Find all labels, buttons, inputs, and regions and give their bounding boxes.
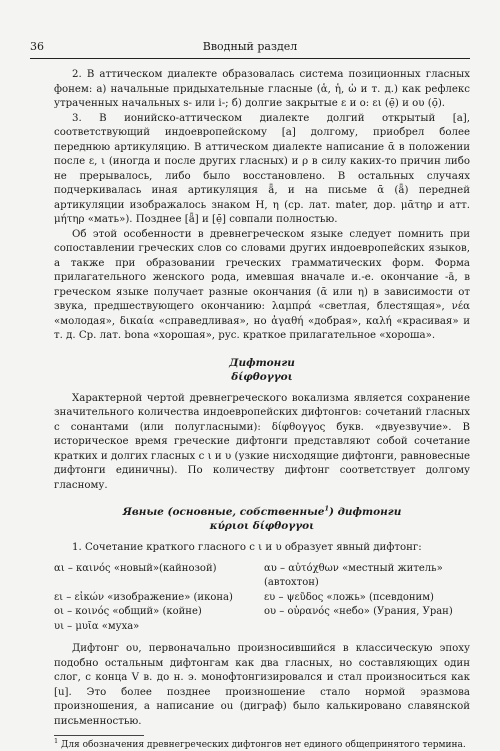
running-header <box>30 40 470 59</box>
diphthong-example: ει – εἰκών «изображение» (икона) <box>54 591 233 603</box>
section-title: Дифтонги <box>229 356 295 369</box>
diphthong-example-empty <box>264 620 470 635</box>
section-title-proper: Явные (основные, собственные$^1$) дифтонги <box>122 504 402 518</box>
page-number: 36 <box>30 40 44 53</box>
diphthong-example: αι – καινός «новый»(кайнозой) <box>54 562 217 574</box>
diphthong-example: ευ – ψεῦδος «ложь» (псевдоним) <box>264 591 434 603</box>
section-subtitle-greek: δίφθογγοι <box>231 370 293 383</box>
page-body <box>54 68 470 751</box>
footnote <box>54 739 470 751</box>
section-heading-diphthongs <box>54 356 470 384</box>
section-subtitle-proper-greek: κύριοι δίφθογγοι <box>209 520 315 532</box>
diphthong-example: οι – κοινός «общий» (койне) <box>54 606 202 617</box>
footnote-text: Для обозначения древнегреческих дифтонгов нет единого общепринятого термина. <box>61 740 466 750</box>
paragraph-proper-diphthong-rule: 1. Сочетание краткого гласного с ι и υ образует явный дифтонг: <box>72 542 422 553</box>
diphthong-example: αυ – αὐτόχθων «местный житель» (автохтон) <box>264 562 443 588</box>
diphthong-examples <box>54 562 470 635</box>
diphthong-example: ου – οὐρανός «небо» (Урания, Уран) <box>264 606 453 617</box>
footnote-mark: 1 <box>54 737 59 745</box>
paragraph-ionic-attic-long-a: 3. В ионийско-аттическом диалекте долгий открытый [a], соответствующий индоевропейскому [a] долгому, приобрел более переднюю артикуляцию. В аттическом диалекте написание ᾱ в положении после ε, ι (иногда и после других гласных) и ρ в силу каких-то причин либо не прерывалось, либо было восстановлено. В остальных случаях подчеркивалась иная артикуляция ǟ, и на письме ᾱ (ǟ) передней артикуляции изображалось знаком Η, η (ср. лат. mater, дор. μᾱτηρ и атт. μήτηρ «мать»). Позднее [ǟ] и [ẹ̄] совпали полностью. <box>54 112 470 225</box>
footnote-divider <box>54 735 144 736</box>
diphthong-example: υι – μυῖα «муха» <box>54 620 140 632</box>
paragraph-comparison-note: Об этой особенности в древнегреческом языке следует помнить при сопоставлении греческих слов со словами других индоевропейских языков, а также при образовании греческих грамматических форм. Форма прилагательного женского рода, имевшая вначале и.-е. окончание -ā, в греческом языке получает разные окончания (ᾱ или η) в зависимости от звука, предшествующего окончанию: λαμπρά «светлая, блестящая», νέα «молодая», δικαία «справедливая», но ἀγαθή «добрая», καλή «красивая» и т. д. Ср. лат. bona «хорошая», рус. краткое прилагательное «хороша». <box>54 228 470 341</box>
footnote-reference: 1 <box>324 504 329 513</box>
section-heading-proper-diphthongs <box>54 505 470 533</box>
paragraph-ou-monophthong: Дифтонг ου, первоначально произносившийся в классическую эпоху подобно остальным дифтонгам как два гласных, но составляющих один слог, с конца V в. до н. э. монофтонгизировался и стал произноситься как [u]. Это более позднее произношение стало нормой эразмова произношения, а написание ou (диграф) было калькировано славянской письменностью. <box>54 643 470 727</box>
paragraph-diphthongs-intro: Характерной чертой древнегреческого вокализма является сохранение значительного количества индоевропейских дифтонгов: сочетаний гласных с сонантами (или полугласными): δίφθογγος букв. «двуезвучие». В историческое время греческие дифтонги представляют собой сочетание кратких и долгих гласных с ι и υ (узкие нисходящие дифтонги, равновесные дифтонги единичны). По количеству дифтонг соответствует долгому гласному. <box>54 392 470 491</box>
running-title: Вводный раздел <box>202 40 298 53</box>
paragraph-attic-positional-vowels: 2. В аттическом диалекте образовалась система позиционных гласных фонем: а) начальные придыхательные гласные (ἁ, ἡ, ὡ и т. д.) как рефлекс утраченных начальных s- или i-; б) долгие закрытые ε и ο: ει (ẹ̄) и ου (ọ̄). <box>54 69 470 109</box>
